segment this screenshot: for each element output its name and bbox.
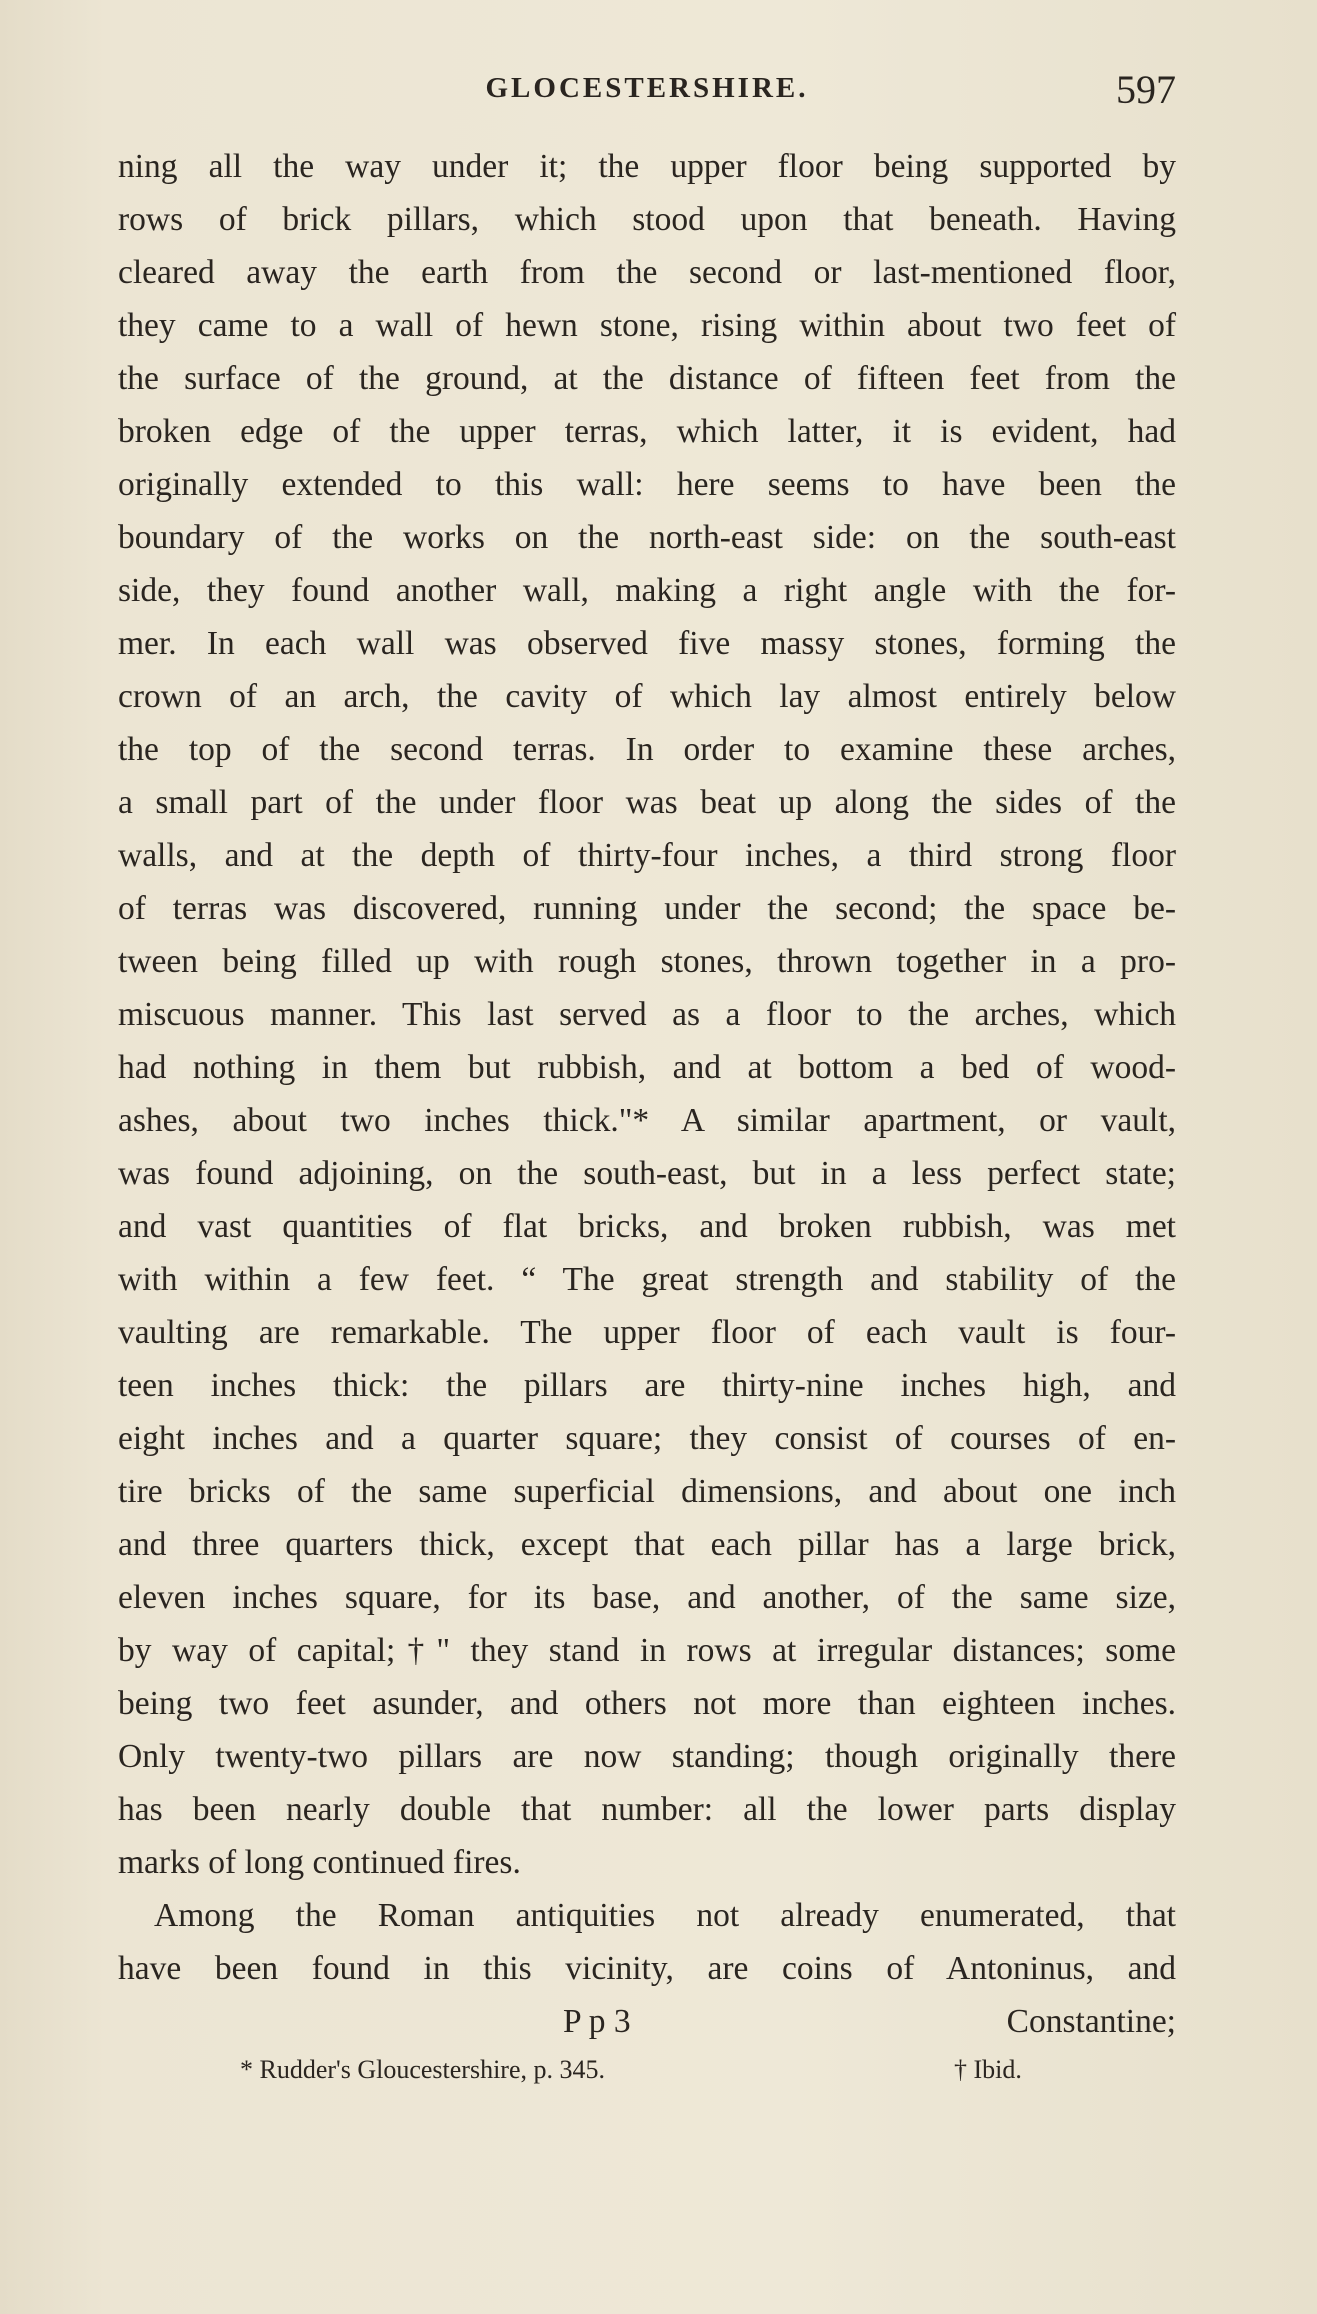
text-line: ashes, about two inches thick."* A similar apartment, or vault, xyxy=(118,1102,1176,1139)
page-number: 597 xyxy=(1116,67,1176,112)
text-line: marks of long continued fires. xyxy=(118,1844,521,1881)
text-line: the top of the second terras. In order to examine these arches, xyxy=(118,731,1176,768)
running-head: GLOCESTERSHIRE. xyxy=(485,72,809,104)
text-line: vaulting are remarkable. The upper floor of each vault is four- xyxy=(118,1314,1176,1351)
text-line: a small part of the under floor was beat up along the sides of the xyxy=(118,784,1176,821)
text-line: broken edge of the upper terras, which latter, it is evident, had xyxy=(118,413,1176,450)
text-line: side, they found another wall, making a right angle with the for- xyxy=(118,572,1176,609)
text-line: eight inches and a quarter square; they consist of courses of en- xyxy=(118,1420,1176,1457)
body-text xyxy=(118,140,1176,2092)
text-line: Only twenty-two pillars are now standing; though originally there xyxy=(118,1738,1176,1775)
text-line: teen inches thick: the pillars are thirty-nine inches high, and xyxy=(118,1367,1176,1404)
text-line: by way of capital;†" they stand in rows at irregular distances; some xyxy=(118,1632,1176,1669)
text-line: rows of brick pillars, which stood upon that beneath. Having xyxy=(118,201,1176,238)
page-header xyxy=(118,67,1176,122)
text-line: and vast quantities of flat bricks, and broken rubbish, was met xyxy=(118,1208,1176,1245)
text-line: and three quarters thick, except that each pillar has a large brick, xyxy=(118,1526,1176,1563)
text-line: was found adjoining, on the south-east, but in a less perfect state; xyxy=(118,1155,1176,1192)
text-line: with within a few feet. “ The great strength and stability of the xyxy=(118,1261,1176,1298)
text-line: mer. In each wall was observed five massy stones, forming the xyxy=(118,625,1176,662)
text-line: being two feet asunder, and others not more than eighteen inches. xyxy=(118,1685,1176,1722)
text-line: boundary of the works on the north-east side: on the south-east xyxy=(118,519,1176,556)
text-line: had nothing in them but rubbish, and at bottom a bed of wood- xyxy=(118,1049,1176,1086)
text-line: walls, and at the depth of thirty-four inches, a third strong floor xyxy=(118,837,1176,874)
text-line: they came to a wall of hewn stone, rising within about two feet of xyxy=(118,307,1176,344)
text-line: crown of an arch, the cavity of which lay almost entirely below xyxy=(118,678,1176,715)
text-line: cleared away the earth from the second or last-mentioned floor, xyxy=(118,254,1176,291)
text-line: miscuous manner. This last served as a floor to the arches, which xyxy=(118,996,1176,1033)
signature-mark: P p 3 xyxy=(563,2003,631,2040)
text-line: ning all the way under it; the upper floor being supported by xyxy=(118,148,1176,185)
text-line: tween being filled up with rough stones, thrown together in a pro- xyxy=(118,943,1176,980)
signature-row xyxy=(118,1995,1176,2048)
text-line: of terras was discovered, running under the second; the space be- xyxy=(118,890,1176,927)
footnotes xyxy=(118,2048,1176,2092)
text-line-indented: Among the Roman antiquities not already enumerated, that xyxy=(154,1897,1176,1934)
text-line: eleven inches square, for its base, and another, of the same size, xyxy=(118,1579,1176,1616)
text-line: have been found in this vicinity, are coins of Antoninus, and xyxy=(118,1950,1176,1987)
text-line: originally extended to this wall: here seems to have been the xyxy=(118,466,1176,503)
footnote-second: † Ibid. xyxy=(954,2055,1022,2084)
text-line: the surface of the ground, at the distance of fifteen feet from the xyxy=(118,360,1176,397)
text-line: has been nearly double that number: all the lower parts display xyxy=(118,1791,1176,1828)
text-line: tire bricks of the same superficial dimensions, and about one inch xyxy=(118,1473,1176,1510)
footnote-first: * Rudder's Gloucestershire, p. 345. xyxy=(240,2055,606,2084)
catchword: Constantine; xyxy=(1006,2003,1176,2040)
